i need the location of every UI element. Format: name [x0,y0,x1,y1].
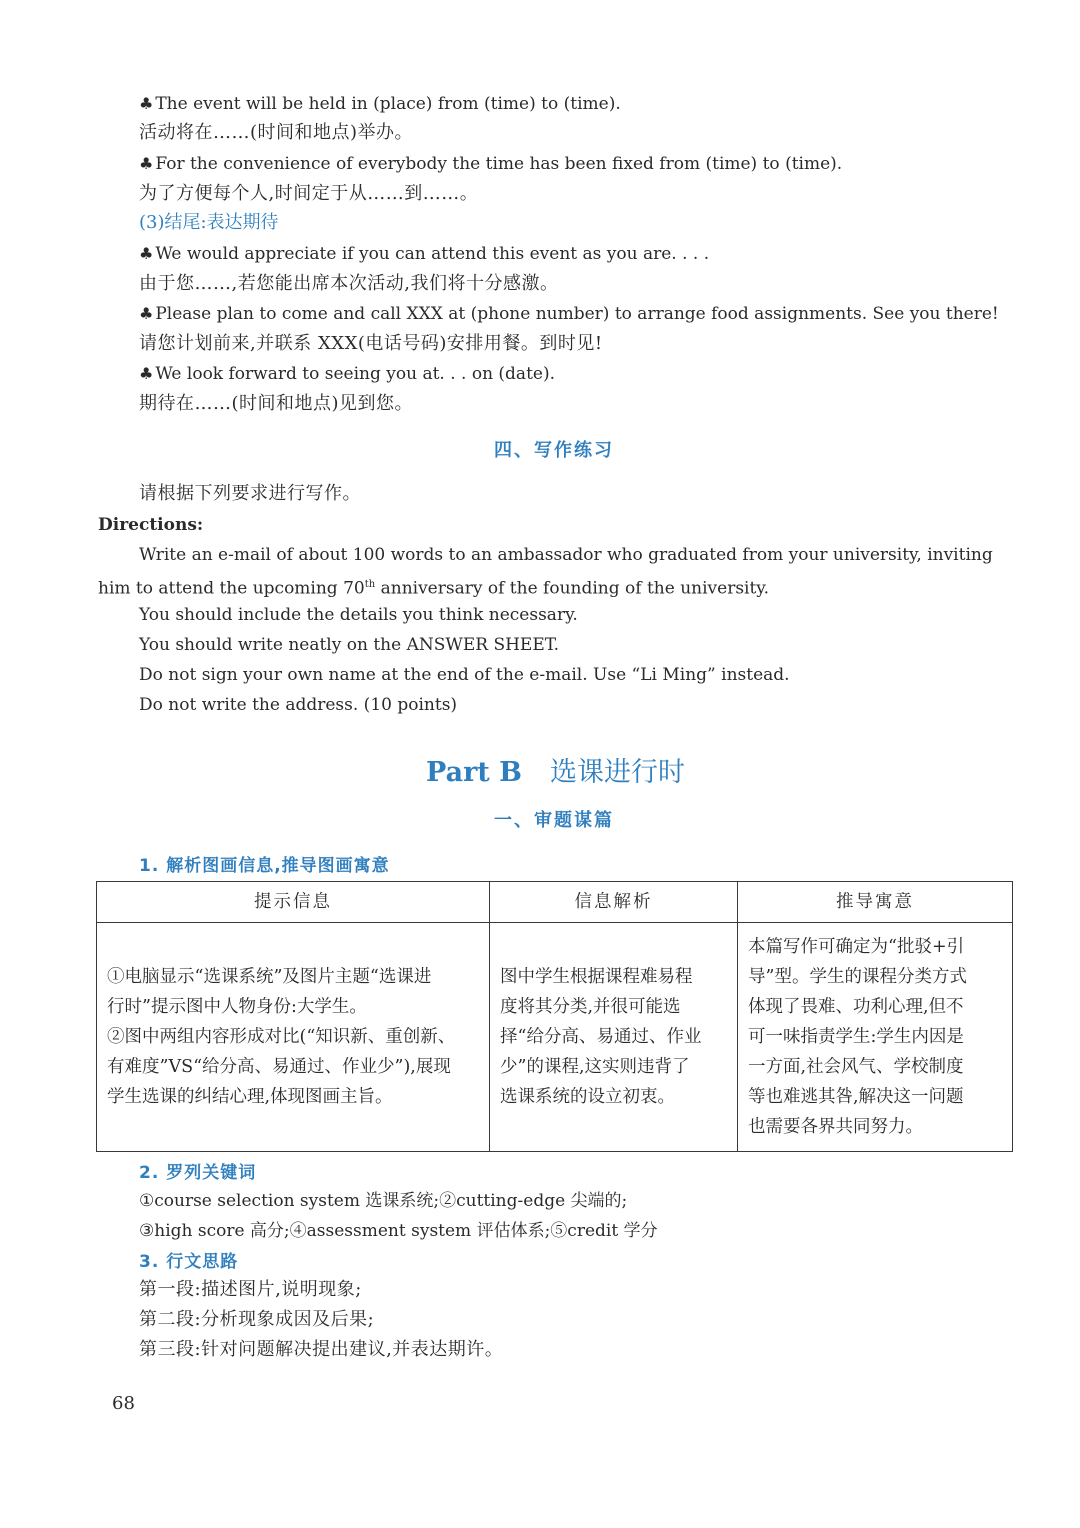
outline-item-2: 第二段:分析现象成因及后果; [139,1309,375,1330]
sentence-pattern-4: ♣ Please plan to come and call XXX at (phone number) to arrange food assignments. See you there! [139,304,999,324]
table-cell-hint-info: ①电脑显示“选课系统”及图片主题“选课进 行时”提示图中人物身份:大学生。 ②图中两组内容形成对比(“知识新、重创新、 有难度”VS“给分高、易通过、作业少”),展现 学生选课的纠结心理,体现图画主旨。 [97,923,490,1152]
directions-label: Directions: [98,515,204,535]
table-cell-analysis: 图中学生根据课程难易程 度将其分类,并很可能选 择“给分高、易通过、作业 少”的课程,这实则违背了 选课系统的设立初衷。 [490,923,738,1152]
club-icon: ♣ [139,364,154,383]
sentence-translation-1: 活动将在……(时间和地点)举办。 [139,122,414,143]
analysis-table [96,881,1013,1152]
table-cell-implication: 本篇写作可确定为“批驳+引 导”型。学生的课程分类方式 体现了畏难、功利心理,但不 可一味指责学生:学生内因是 一方面,社会风气、学校制度 等也难逃其咎,解决这一问题 也需要各界共同努力。 [738,923,1013,1152]
directions-item-2: You should write neatly on the ANSWER SHEET. [139,635,559,655]
subheading-2: 2. 罗列关键词 [139,1163,257,1183]
part-b-title [426,750,685,789]
outline-item-3: 第三段:针对问题解决提出建议,并表达期许。 [139,1339,504,1360]
club-icon: ♣ [139,154,154,173]
outline-item-1: 第一段:描述图片,说明现象; [139,1279,362,1300]
part-topic: 选课进行时 [550,757,685,788]
table-header-row [97,882,1013,923]
table-header-cell: 信息解析 [490,882,738,923]
sentence-translation-5: 期待在……(时间和地点)见到您。 [139,393,414,414]
sentence-translation-2: 为了方便每个人,时间定于从……到……。 [139,183,479,204]
keywords-line-2: ③high score 高分;④assessment system 评估体系;⑤credit 学分 [139,1221,658,1241]
sentence-translation-3: 由于您……,若您能出席本次活动,我们将十分感激。 [139,273,559,294]
club-icon: ♣ [139,94,154,113]
sentence-pattern-1: ♣ The event will be held in (place) from (time) to (time). [139,94,621,114]
practice-instruction: 请根据下列要求进行写作。 [139,483,361,504]
part-label: Part B [426,757,522,788]
directions-paragraph-line-1: Write an e-mail of about 100 words to an ambassador who graduated from your university, inviting [139,545,993,565]
section-heading: 一、审题谋篇 [494,810,614,831]
sentence-pattern-2: ♣ For the convenience of everybody the time has been fixed from (time) to (time). [139,154,843,174]
subheading-1: 1. 解析图画信息,推导图画寓意 [139,856,390,876]
keywords-line-1: ①course selection system 选课系统;②cutting-edge 尖端的; [139,1191,628,1211]
directions-item-1: You should include the details you think necessary. [139,605,578,625]
sentence-pattern-5: ♣ We look forward to seeing you at. . . on (date). [139,364,555,384]
table-header-cell: 提示信息 [97,882,490,923]
subheading-3: 3. 行文思路 [139,1252,239,1272]
club-icon: ♣ [139,244,154,263]
ending-heading: (3)结尾:表达期待 [139,212,279,233]
directions-paragraph-line-2: him to attend the upcoming 70th anniversary of the founding of the university. [98,578,770,599]
practice-heading: 四、写作练习 [494,440,614,461]
sentence-translation-4: 请您计划前来,并联系 XXX(电话号码)安排用餐。到时见! [139,333,603,354]
page-number: 68 [112,1393,135,1414]
club-icon: ♣ [139,304,154,323]
sentence-pattern-3: ♣ We would appreciate if you can attend this event as you are. . . . [139,244,710,264]
directions-item-3: Do not sign your own name at the end of the e-mail. Use “Li Ming” instead. [139,665,790,685]
directions-item-4: Do not write the address. (10 points) [139,695,458,715]
table-row [97,923,1013,1152]
table-header-cell: 推导寓意 [738,882,1013,923]
